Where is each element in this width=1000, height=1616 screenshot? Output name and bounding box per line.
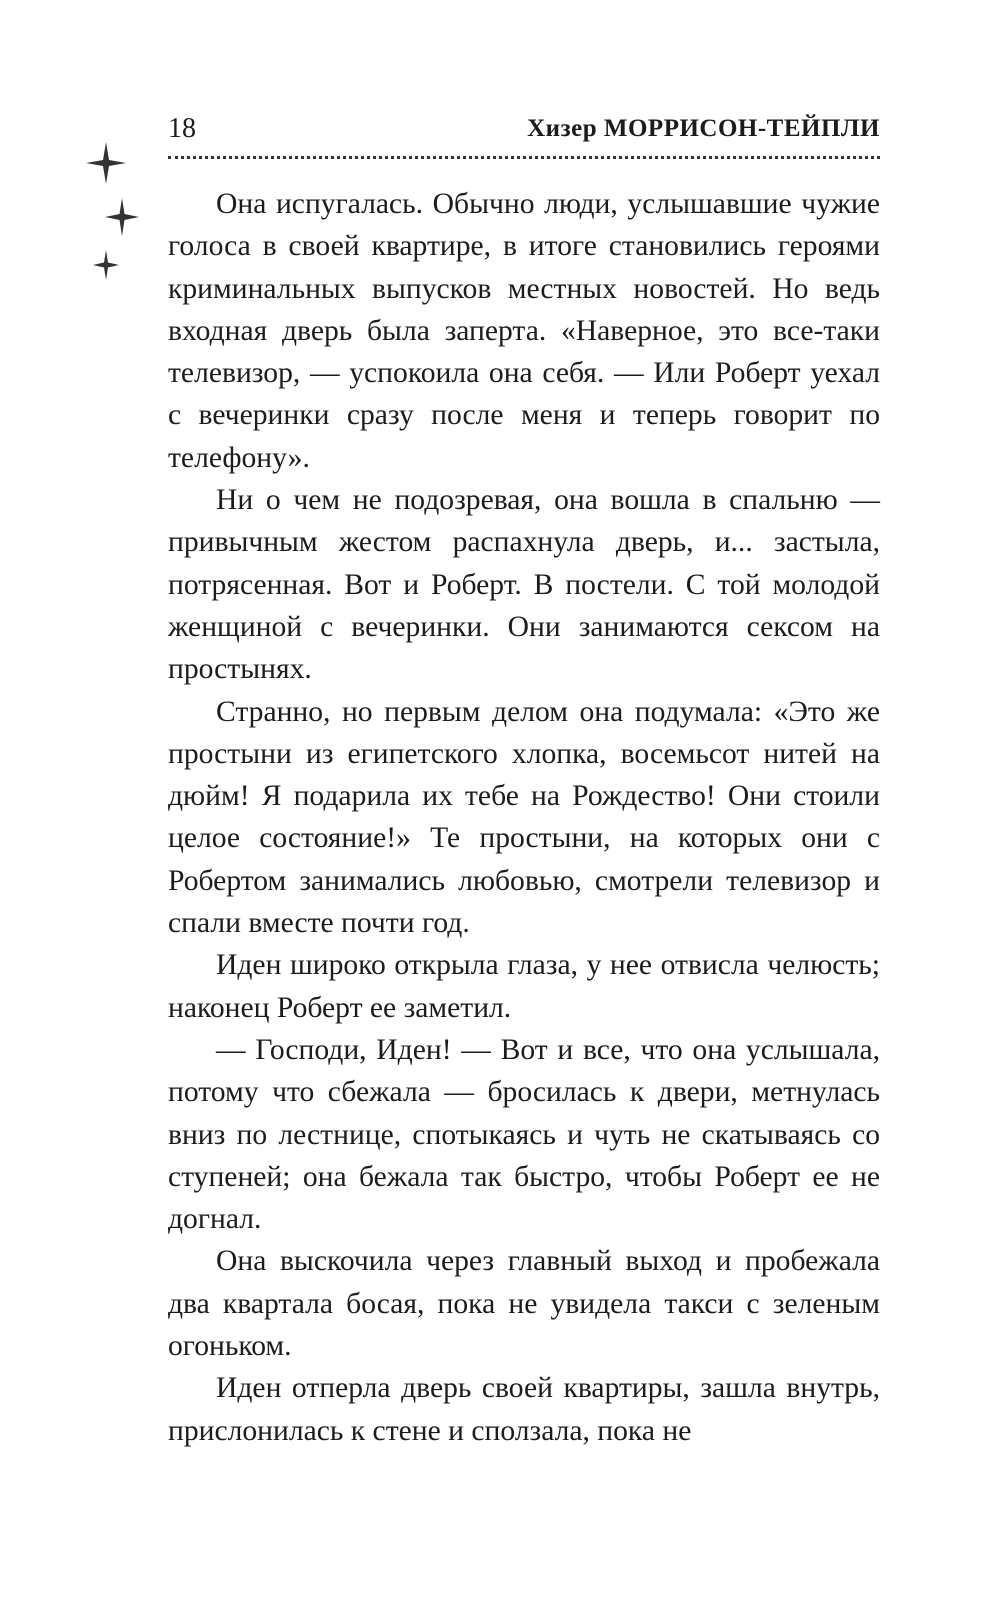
paragraph: Иден отперла дверь своей квартиры, зашла внутрь, прислонилась к стене и сползала, пока не — [168, 1372, 880, 1447]
running-head — [168, 114, 880, 154]
sparkle-stars-icon — [84, 138, 164, 298]
author-title: Хизер МОРРИСОН-ТЕЙПЛИ — [527, 115, 880, 142]
paragraph: Иден широко открыла глаза, у нее отвисла челюсть; наконец Роберт ее заметил. — [168, 949, 880, 1024]
paragraph: Странно, но первым делом она подумала: «Это же простыни из египетского хлопка, восемьсот нитей на дюйм! Я подарила их тебе на Рождество! Они стоили целое состояние!» Те простыни, на которых они с Робертом занимались любовью, смотрели телевизор и спали вместе почти год. — [168, 695, 880, 940]
page-number: 18 — [168, 113, 196, 144]
sparkle-small-icon — [93, 250, 119, 280]
paragraph: Ни о чем не подозревая, она вошла в спальню — привычным жестом распахнула дверь, и... застыла, потрясенная. Вот и Роберт. В постели. С той молодой женщиной с вечеринки. Они занимаются сексом на простынях. — [168, 484, 880, 686]
body-text — [168, 183, 880, 1452]
paragraph: — Господи, Иден! — Вот и все, что она услышала, потому что сбежала — бросилась к двери, метнулась вниз по лестнице, спотыкаясь и чуть не скатываясь со ступеней; она бежала так быстро, чтобы Роберт ее не догнал. — [168, 1033, 880, 1236]
sparkle-medium-icon — [105, 198, 139, 236]
sparkle-large-icon — [86, 142, 126, 184]
dotted-divider — [168, 156, 880, 159]
paragraph: Она испугалась. Обычно люди, услышавшие чужие голоса в своей квартире, в итоге становились героями криминальных выпусков местных новостей. Но ведь входная дверь была заперта. «Наверное, это все-таки телевизор, — успокоила она себя. — Или Роберт уехал с вечеринки сразу после меня и теперь говорит по телефону». — [168, 188, 880, 474]
paragraph: Она выскочила через главный выход и пробежала два квартала босая, пока не увидела такси с зеленым огоньком. — [168, 1245, 880, 1363]
